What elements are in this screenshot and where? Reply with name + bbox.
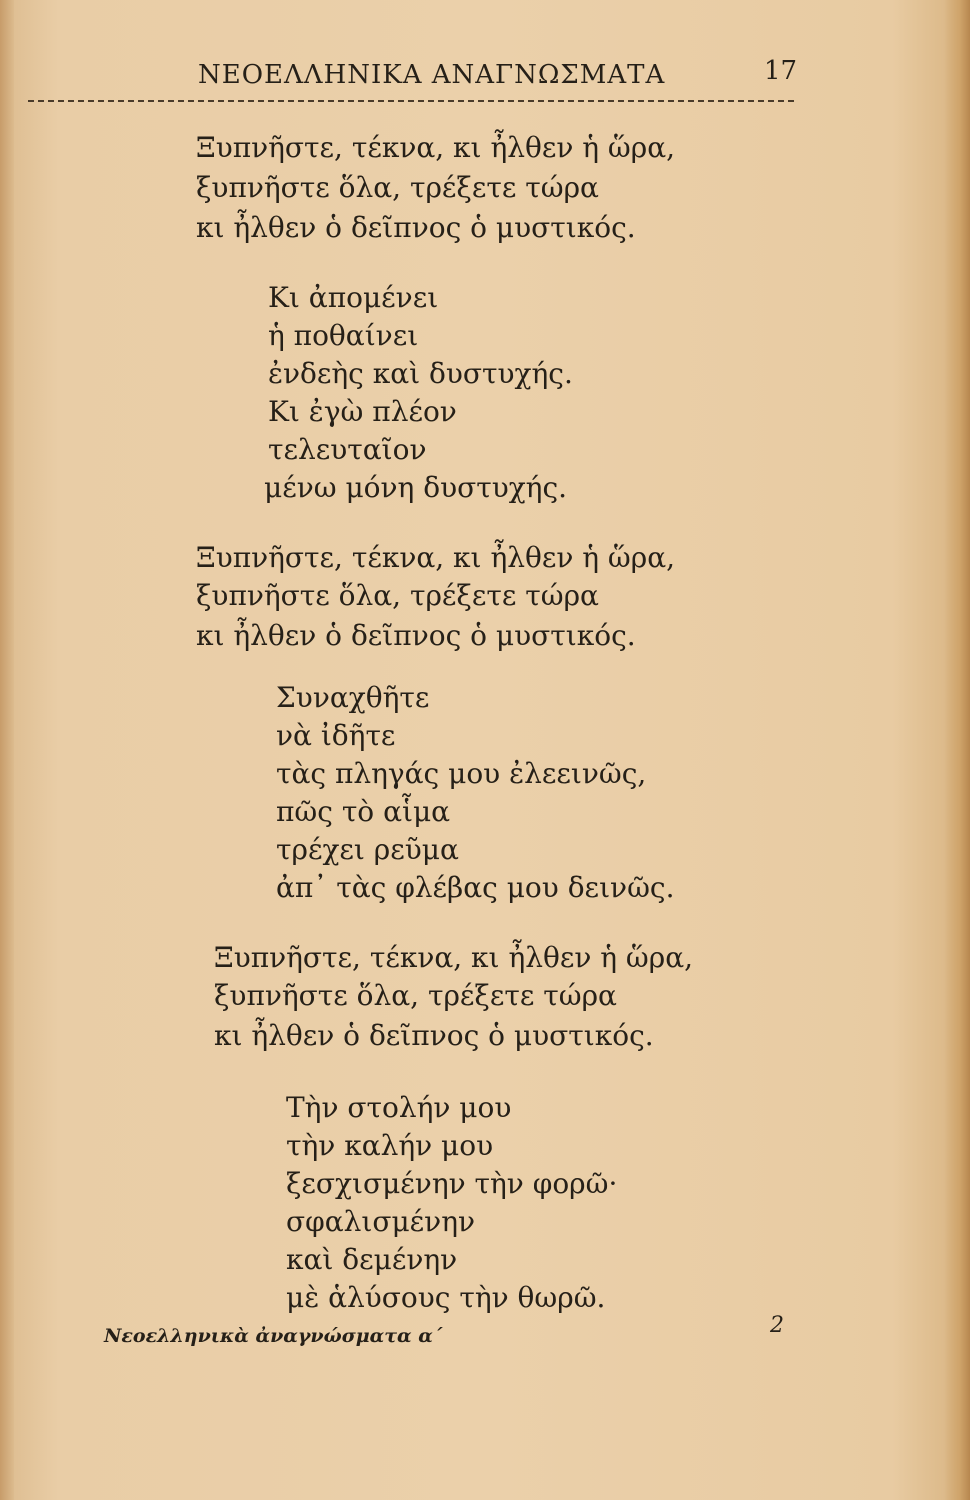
poem-line: καὶ δεμένην	[286, 1243, 458, 1276]
poem-line: τὴν καλήν μου	[286, 1129, 494, 1162]
poem-line: νὰ ἰδῆτε	[276, 719, 396, 752]
poem-line: μὲ ἁλύσους τὴν θωρῶ.	[286, 1281, 606, 1314]
poem-line: ἀπ᾽ τὰς φλέβας μου δεινῶς.	[276, 871, 675, 904]
poem-line: πῶς τὸ αἷμα	[276, 795, 451, 828]
poem-line: ξυπνῆστε ὅλα, τρέξετε τώρα	[214, 979, 617, 1012]
poem-line: κι ἦλθεν ὁ δεῖπνος ὁ μυστικός.	[196, 619, 636, 652]
poem-line: Ξυπνῆστε, τέκνα, κι ἦλθεν ἡ ὥρα,	[196, 131, 676, 164]
poem-line: ξυπνῆστε ὅλα, τρέξετε τώρα	[196, 171, 599, 204]
poem-line: Κι ἀπομένει	[268, 281, 439, 314]
poem-line: Κι ἐγὼ πλέον	[268, 395, 457, 428]
poem-line: τελευταῖον	[268, 433, 427, 466]
header-rule	[28, 100, 794, 102]
poem-line: μένω μόνη δυστυχής.	[264, 471, 568, 504]
signature-mark: 2	[770, 1313, 784, 1338]
poem-line: κι ἦλθεν ὁ δεῖπνος ὁ μυστικός.	[196, 211, 636, 244]
poem-line: Ξυπνῆστε, τέκνα, κι ἦλθεν ἡ ὥρα,	[214, 941, 694, 974]
page-number: 17	[764, 56, 798, 86]
poem-line: Τὴν στολήν μου	[286, 1091, 512, 1124]
page-edge-shadow	[944, 0, 970, 1500]
poem-line: κι ἦλθεν ὁ δεῖπνος ὁ μυστικός.	[214, 1019, 654, 1052]
poem-line: ξεσχισμένην τὴν φορῶ·	[286, 1167, 618, 1200]
poem-line: σφαλισμένην	[286, 1205, 475, 1238]
poem-line: Συναχθῆτε	[276, 681, 430, 714]
signature-line: Νεοελληνικὰ ἀναγνώσματα α΄	[104, 1325, 443, 1347]
poem-line: τὰς πληγάς μου ἐλεεινῶς,	[276, 757, 647, 790]
page-spine-shadow	[0, 0, 14, 1500]
poem-line: ἡ ποθαίνει	[268, 319, 419, 352]
poem-line: ξυπνῆστε ὅλα, τρέξετε τώρα	[196, 579, 599, 612]
poem-line: Ξυπνῆστε, τέκνα, κι ἦλθεν ἡ ὥρα,	[196, 541, 676, 574]
poem-line: τρέχει ρεῦμα	[276, 833, 459, 866]
running-header-title: ΝΕΟΕΛΛΗΝΙΚΑ ΑΝΑΓΝΩΣΜΑΤΑ	[198, 60, 666, 90]
poem-line: ἐνδεὴς καὶ δυστυχής.	[268, 357, 573, 390]
